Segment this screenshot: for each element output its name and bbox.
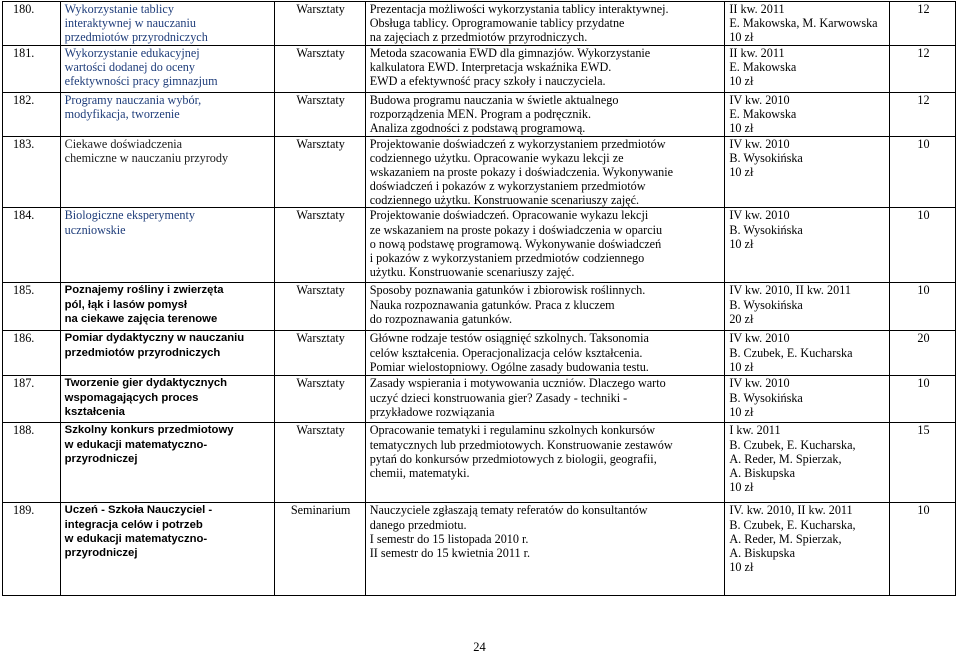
table-row [3, 376, 956, 423]
course-title [60, 137, 274, 208]
course-hours: 20 [889, 331, 955, 376]
course-term-line: IV. kw. 2010, II kw. 2011 [729, 503, 853, 518]
course-content-line: na zajęciach z przedmiotów przyrodniczych. [369, 30, 588, 45]
course-term-line: II kw. 2011 [729, 2, 785, 16]
course-content-line: Projektowanie doświadczeń z wykorzystaniem przedmiotów [369, 137, 666, 151]
course-term-line: IV kw. 2010 [729, 137, 790, 151]
course-content-line: codziennego użytku. Opracowanie wykazu lekcji ze [369, 151, 624, 166]
course-content-line: II semestr do 15 kwietnia 2011 r. [369, 545, 531, 560]
course-content-line: Metoda szacowania EWD dla gimnazjów. Wykorzystanie [369, 46, 651, 60]
course-content-line: ze wskazaniem na proste pokazy i doświadczenia w oparciu [369, 222, 663, 237]
course-form: Warsztaty [274, 423, 365, 503]
row-number: 181. [3, 46, 61, 93]
course-content-line: Nauczyciele zgłaszają tematy referatów do konsultantów [369, 503, 648, 518]
row-number: 184. [3, 208, 61, 283]
course-title [60, 503, 274, 596]
course-title-line: chemiczne w nauczaniu przyrody [64, 151, 229, 166]
course-title-line: wspomagających proces [64, 391, 199, 404]
course-content-line: EWD a efektywność pracy szkoły i nauczyciela. [369, 74, 606, 89]
course-title-line: przedmiotów przyrodniczych [64, 30, 208, 45]
course-content-line: Obsługa tablicy. Oprogramowanie tablicy przydatne [369, 16, 625, 31]
course-title-line: Tworzenie gier dydaktycznych [64, 377, 228, 390]
course-title-line: modyfikacja, tworzenie [64, 107, 180, 122]
course-term-line: IV kw. 2010, II kw. 2011 [729, 283, 851, 298]
course-title-line: Poznajemy rośliny i zwierzęta [64, 284, 224, 297]
course-term [725, 137, 890, 208]
course-title-line: Programy nauczania wybór, [64, 93, 202, 107]
course-form: Warsztaty [274, 137, 365, 208]
course-content-line: użytku. Konstruowanie scenariuszy zajęć. [369, 264, 575, 279]
course-content-line: codziennego użytku. Konstruowanie scenariuszy zajęć. [369, 193, 640, 208]
course-title-line: efektywności pracy gimnazjum [64, 74, 218, 89]
course-content-line: Budowa programu nauczania w świetle aktualnego [369, 93, 619, 107]
course-term-line: 10 zł [729, 236, 754, 251]
course-term-line: E. Makowska [729, 60, 797, 75]
course-hours: 12 [889, 2, 955, 46]
course-title-line: uczniowskie [64, 222, 126, 237]
course-title-line: w edukacji matematyczno- [64, 438, 208, 451]
course-title [60, 423, 274, 503]
course-content [365, 2, 725, 46]
row-number: 183. [3, 137, 61, 208]
course-hours: 12 [889, 93, 955, 137]
table-row [3, 46, 956, 93]
course-form: Warsztaty [274, 2, 365, 46]
row-number: 182. [3, 93, 61, 137]
course-title [60, 331, 274, 376]
course-term-line: 10 zł [729, 121, 754, 136]
course-content-line: o nową podstawę programową. Wykonywanie doświadczeń [369, 236, 662, 251]
course-content-line: Zasady wspierania i motywowania uczniów. Dlaczego warto [369, 376, 666, 391]
course-content-line: uczyć dzieci konstruowania gier? Zasady - techniki - [369, 390, 628, 405]
course-content-line: tematycznych lub przedmiotowych. Konstruowanie zestawów [369, 437, 673, 452]
training-table-body [3, 2, 956, 596]
course-content-line: rozporządzenia MEN. Program a podręcznik. [369, 107, 592, 122]
course-title [60, 208, 274, 283]
course-hours: 10 [889, 137, 955, 208]
table-row [3, 503, 956, 596]
course-content-line: I semestr do 15 listopada 2010 r. [369, 531, 529, 546]
course-term-line: 10 zł [729, 479, 754, 494]
course-title [60, 93, 274, 137]
course-term-line: B. Czubek, E. Kucharska, [729, 437, 856, 452]
course-title-line: przedmiotów przyrodniczych [64, 346, 221, 359]
course-hours: 15 [889, 423, 955, 503]
course-term-line: IV kw. 2010 [729, 208, 790, 223]
course-content [365, 423, 725, 503]
course-title [60, 46, 274, 93]
table-row [3, 208, 956, 283]
course-term-line: E. Makowska, M. Karwowska [729, 16, 878, 31]
course-content-line: Prezentacja możliwości wykorzystania tablicy interaktywnej. [369, 2, 669, 16]
course-content [365, 137, 725, 208]
course-title-line: przyrodniczej [64, 452, 138, 465]
course-hours: 10 [889, 208, 955, 283]
course-content-line: Sposoby poznawania gatunków i zbiorowisk roślinnych. [369, 283, 646, 298]
training-table [2, 1, 956, 596]
course-term-line: A. Biskupska [729, 465, 795, 480]
course-title-line: Biologiczne eksperymenty [64, 208, 195, 223]
table-row [3, 283, 956, 331]
course-term [725, 46, 890, 93]
course-term-line: A. Biskupska [729, 545, 795, 560]
row-number: 185. [3, 283, 61, 331]
course-term-line: B. Wysokińska [729, 390, 803, 405]
row-number: 180. [3, 2, 61, 46]
course-title-line: Uczeń - Szkoła Nauczyciel - [64, 504, 213, 517]
course-title-line: pól, łąk i lasów pomysł [64, 298, 188, 311]
course-content-line: Nauka rozpoznawania gatunków. Praca z kluczem [369, 297, 615, 312]
course-content-line: przykładowe rozwiązania [369, 404, 495, 419]
course-term-line: A. Reder, M. Spierzak, [729, 451, 842, 466]
course-content-line: Projektowanie doświadczeń. Opracowanie wykazu lekcji [369, 208, 649, 223]
course-title-line: w edukacji matematyczno- [64, 532, 208, 545]
page-number: 24 [473, 640, 486, 654]
course-hours: 10 [889, 283, 955, 331]
course-title-line: Wykorzystanie edukacyjnej [64, 46, 200, 60]
course-term-line: B. Wysokińska [729, 222, 803, 237]
course-term-line: II kw. 2011 [729, 46, 785, 60]
course-form: Seminarium [274, 503, 365, 596]
course-content-line: Główne rodzaje testów osiągnięć szkolnych. Taksonomia [369, 331, 649, 346]
course-title-line: interaktywnej w nauczaniu [64, 16, 196, 31]
course-title-line: wartości dodanej do oceny [64, 60, 195, 75]
course-term-line: 10 zł [729, 404, 754, 419]
course-content [365, 376, 725, 423]
course-term-line: E. Makowska [729, 107, 797, 122]
course-content [365, 283, 725, 331]
course-term-line: 10 zł [729, 559, 754, 574]
row-number: 189. [3, 503, 61, 596]
course-term-line: IV kw. 2010 [729, 93, 790, 107]
course-content-line: i pokazów z wykorzystaniem przedmiotów codziennego [369, 250, 645, 265]
table-row [3, 331, 956, 376]
course-term-line: B. Wysokińska [729, 297, 803, 312]
course-title-line: kształcenia [64, 405, 125, 418]
course-term-line: I kw. 2011 [729, 423, 781, 438]
table-row [3, 2, 956, 46]
course-term-line: B. Wysokińska [729, 151, 803, 166]
course-hours: 10 [889, 376, 955, 423]
course-title-line: Szkolny konkurs przedmiotowy [64, 424, 234, 437]
course-term [725, 93, 890, 137]
course-form: Warsztaty [274, 376, 365, 423]
course-form: Warsztaty [274, 331, 365, 376]
course-content-line: doświadczeń i pokazów z wykorzystaniem przedmiotów [369, 179, 646, 194]
course-content-line: chemii, matematyki. [369, 465, 470, 480]
course-content-line: celów kształcenia. Operacjonalizacja celów kształcenia. [369, 345, 643, 360]
course-hours: 10 [889, 503, 955, 596]
course-term-line: B. Czubek, E. Kucharska [729, 345, 853, 360]
course-content-line: pytań do konkursów przedmiotowych z biologii, geografii, [369, 451, 657, 466]
course-content-line: Analiza zgodności z podstawą programową. [369, 121, 586, 136]
course-content [365, 503, 725, 596]
course-term [725, 283, 890, 331]
course-title-line: integracja celów i potrzeb [64, 518, 203, 531]
course-term-line: 10 zł [729, 359, 754, 374]
course-term-line: 10 zł [729, 30, 754, 45]
course-term [725, 503, 890, 596]
course-title-line: Ciekawe doświadczenia [64, 137, 183, 151]
row-number: 187. [3, 376, 61, 423]
course-term [725, 208, 890, 283]
course-content [365, 208, 725, 283]
course-content-line: danego przedmiotu. [369, 517, 467, 532]
table-row [3, 137, 956, 208]
course-content-line: Opracowanie tematyki i regulaminu szkolnych konkursów [369, 423, 656, 438]
course-content-line: kalkulatora EWD. Interpretacja wskaźnika EWD. [369, 60, 612, 75]
course-hours: 12 [889, 46, 955, 93]
row-number: 188. [3, 423, 61, 503]
course-term [725, 2, 890, 46]
course-term [725, 331, 890, 376]
course-term-line: B. Czubek, E. Kucharska, [729, 517, 856, 532]
course-title-line: Wykorzystanie tablicy [64, 2, 174, 16]
course-term-line: IV kw. 2010 [729, 331, 790, 346]
course-title-line: Pomiar dydaktyczny w nauczaniu [64, 332, 245, 345]
course-title-line: na ciekawe zajęcia terenowe [64, 312, 218, 325]
course-term-line: IV kw. 2010 [729, 376, 790, 391]
course-title-line: przyrodniczej [64, 546, 138, 559]
course-term-line: 10 zł [729, 74, 754, 89]
course-form: Warsztaty [274, 93, 365, 137]
course-content-line: wskazaniem na proste pokazy i doświadczenia. Wykonywanie [369, 165, 674, 180]
course-term-line: 20 zł [729, 311, 754, 326]
course-term [725, 423, 890, 503]
course-term-line: 10 zł [729, 165, 754, 180]
course-content [365, 331, 725, 376]
table-row [3, 423, 956, 503]
course-title [60, 2, 274, 46]
course-form: Warsztaty [274, 283, 365, 331]
course-form: Warsztaty [274, 46, 365, 93]
table-row [3, 93, 956, 137]
course-term [725, 376, 890, 423]
course-content [365, 46, 725, 93]
course-title [60, 376, 274, 423]
course-content [365, 93, 725, 137]
course-form: Warsztaty [274, 208, 365, 283]
course-title [60, 283, 274, 331]
row-number: 186. [3, 331, 61, 376]
course-content-line: do rozpoznawania gatunków. [369, 311, 513, 326]
course-term-line: A. Reder, M. Spierzak, [729, 531, 842, 546]
course-content-line: Pomiar wielostopniowy. Ogólne zasady budowania testu. [369, 359, 649, 374]
